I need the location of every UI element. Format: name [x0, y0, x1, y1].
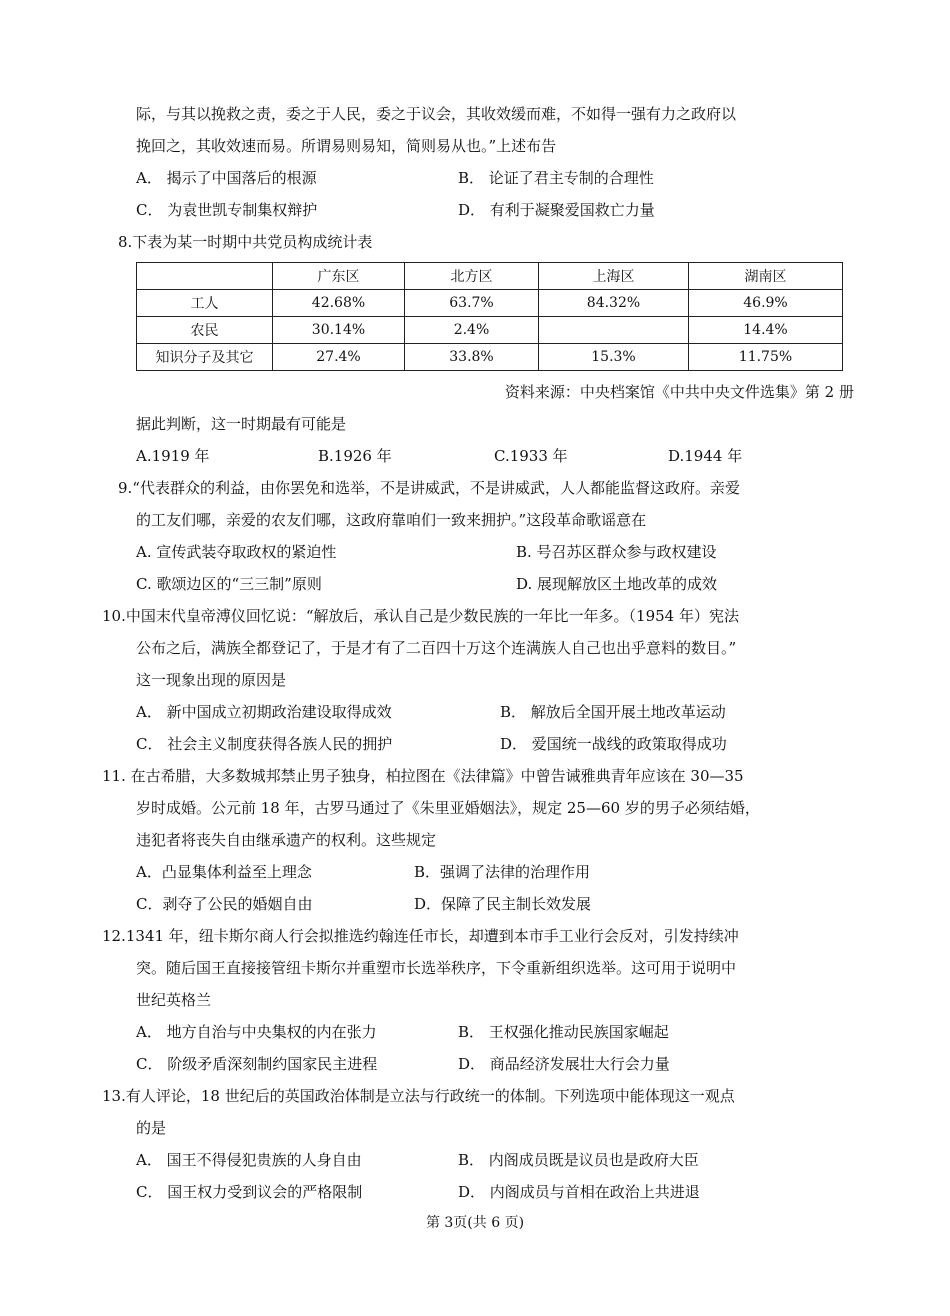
q11-option-c[interactable]: C．剥夺了公民的婚姻自由	[136, 895, 313, 913]
q11-line-3: 违犯者将丧失自由继承遗产的权利。这些规定	[136, 831, 437, 849]
q9-line-1: 9.“代表群众的利益，由你罢免和选举，不是讲威武，不是讲威武，人人都能监督这政府。亲爱	[118, 479, 740, 497]
table-header-cell: 湖南区	[689, 263, 843, 290]
q8-option-c[interactable]: C.1933 年	[494, 447, 568, 465]
q7-line-1: 际，与其以挽救之责，委之于人民，委之于议会，其收效缓而难，不如得一强有力之政府以	[136, 105, 737, 123]
q10-option-a[interactable]: A． 新中国成立初期政治建设取得成效	[136, 703, 392, 721]
q13-option-d[interactable]: D． 内阁成员与首相在政治上共进退	[458, 1183, 700, 1201]
table-cell: 84.32%	[539, 290, 689, 317]
q8-stem: 8.下表为某一时期中共党员构成统计表	[118, 233, 373, 251]
q12-option-d[interactable]: D． 商品经济发展壮大行会力量	[458, 1055, 670, 1073]
q10-line-1: 10.中国末代皇帝溥仪回忆说：“解放后，承认自己是少数民族的一年比一年多。（1954 年）宪法	[102, 607, 739, 625]
q11-line-2: 岁时成婚。公元前 18 年，古罗马通过了《朱里亚婚姻法》，规定 25—60 岁的男子必须结婚，	[136, 799, 760, 817]
table-cell: 33.8%	[405, 344, 539, 371]
q13-line-2: 的是	[136, 1119, 167, 1137]
q7-option-a[interactable]: A． 揭示了中国落后的根源	[136, 169, 317, 187]
q11-line-1: 11. 在古希腊，大多数城邦禁止男子独身，柏拉图在《法律篇》中曾告诫雅典青年应该在 30—35	[102, 767, 744, 785]
table-cell: 15.3%	[539, 344, 689, 371]
table-cell: 农民	[137, 317, 273, 344]
q11-option-d[interactable]: D．保障了民主制长效发展	[414, 895, 592, 913]
table-header-cell: 北方区	[405, 263, 539, 290]
q10-option-c[interactable]: C． 社会主义制度获得各族人民的拥护	[136, 735, 393, 753]
q12-line-2: 突。随后国王直接接管纽卡斯尔并重塑市长选举秩序，下令重新组织选举。这可用于说明中	[136, 959, 737, 977]
q8-question: 据此判断，这一时期最有可能是	[136, 415, 347, 433]
q12-option-b[interactable]: B． 王权强化推动民族国家崛起	[458, 1023, 669, 1041]
table-cell: 46.9%	[689, 290, 843, 317]
q9-line-2: 的工友们哪，亲爱的农友们哪，这政府靠咱们一致来拥护。”这段革命歌谣意在	[136, 511, 647, 529]
table-header-cell: 上海区	[539, 263, 689, 290]
q9-option-b[interactable]: B. 号召苏区群众参与政权建设	[516, 543, 717, 561]
q10-option-d[interactable]: D． 爱国统一战线的政策取得成功	[500, 735, 727, 753]
q13-option-b[interactable]: B． 内阁成员既是议员也是政府大臣	[458, 1151, 699, 1169]
party-member-table	[136, 262, 843, 371]
q10-line-2: 公布之后，满族全都登记了，于是才有了二百四十万这个连满族人自己也出乎意料的数目。”	[136, 639, 737, 657]
table-cell: 14.4%	[689, 317, 843, 344]
table-cell: 11.75%	[689, 344, 843, 371]
q11-option-b[interactable]: B．强调了法律的治理作用	[414, 863, 591, 881]
page-number-footer: 第 3页(共 6 页)	[425, 1215, 525, 1231]
q7-option-b[interactable]: B． 论证了君主专制的合理性	[458, 169, 654, 187]
q11-option-a[interactable]: A．凸显集体利益至上理念	[136, 863, 312, 881]
table-cell: 63.7%	[405, 290, 539, 317]
q12-option-a[interactable]: A． 地方自治与中央集权的内在张力	[136, 1023, 377, 1041]
q8-option-b[interactable]: B.1926 年	[318, 447, 392, 465]
table-row	[137, 344, 843, 371]
q13-option-c[interactable]: C． 国王权力受到议会的严格限制	[136, 1183, 363, 1201]
q12-line-1: 12.1341 年，纽卡斯尔商人行会拟推选约翰连任市长，却遭到本市手工业行会反对，引发持续冲	[102, 927, 739, 945]
table-cell: 42.68%	[273, 290, 405, 317]
q7-option-d[interactable]: D． 有利于凝聚爱国救亡力量	[458, 201, 655, 219]
q9-option-d[interactable]: D. 展现解放区土地改革的成效	[516, 575, 718, 593]
table-cell: 27.4%	[273, 344, 405, 371]
q8-option-a[interactable]: A.1919 年	[136, 447, 210, 465]
q13-line-1: 13.有人评论，18 世纪后的英国政治体制是立法与行政统一的体制。下列选项中能体现这一观点	[102, 1087, 735, 1105]
q10-line-3: 这一现象出现的原因是	[136, 671, 287, 689]
q8-option-d[interactable]: D.1944 年	[668, 447, 743, 465]
q9-option-c[interactable]: C. 歌颂边区的“三三制”原则	[136, 575, 322, 593]
table-row	[137, 290, 843, 317]
q13-option-a[interactable]: A． 国王不得侵犯贵族的人身自由	[136, 1151, 362, 1169]
q12-line-3: 世纪英格兰	[136, 991, 212, 1009]
table-header-cell	[137, 263, 273, 290]
q7-line-2: 挽回之，其收效速而易。所谓易则易知，简则易从也。”上述布告	[136, 137, 557, 155]
table-row	[137, 317, 843, 344]
table-cell: 知识分子及其它	[137, 344, 273, 371]
table-header-cell: 广东区	[273, 263, 405, 290]
table-cell: 工人	[137, 290, 273, 317]
q7-option-c[interactable]: C． 为袁世凯专制集权辩护	[136, 201, 318, 219]
q9-option-a[interactable]: A. 宣传武装夺取政权的紧迫性	[136, 543, 337, 561]
q12-option-c[interactable]: C． 阶级矛盾深刻制约国家民主进程	[136, 1055, 378, 1073]
table-cell: 2.4%	[405, 317, 539, 344]
table-header-row	[137, 263, 843, 290]
table-source-note: 资料来源：中央档案馆《中共中央文件选集》第 2 册	[504, 383, 854, 401]
table-cell: 30.14%	[273, 317, 405, 344]
table-cell	[539, 317, 689, 344]
q10-option-b[interactable]: B． 解放后全国开展土地改革运动	[500, 703, 726, 721]
